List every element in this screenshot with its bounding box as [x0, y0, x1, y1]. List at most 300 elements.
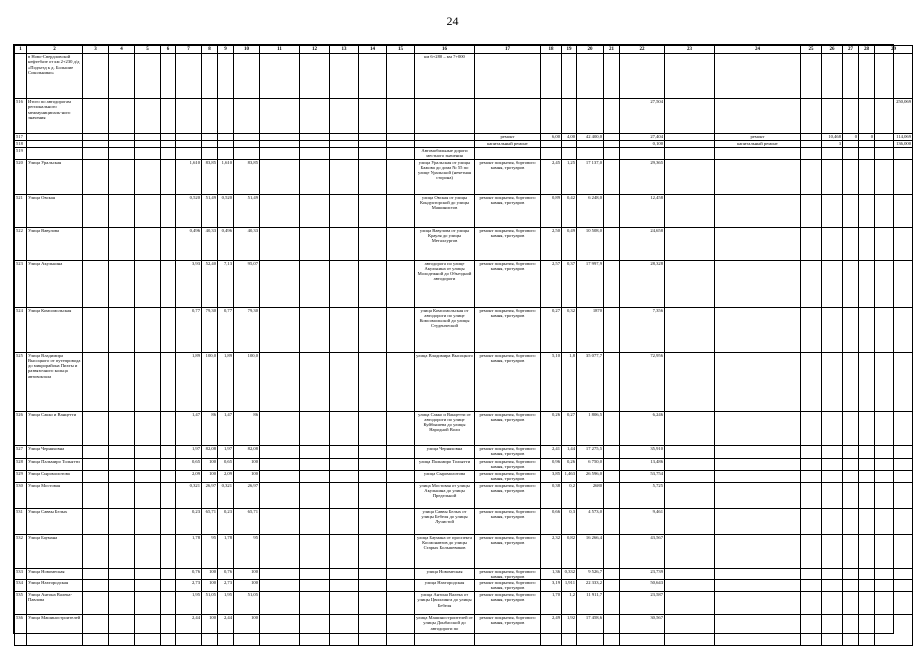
table-cell — [387, 99, 415, 134]
table-cell — [109, 534, 135, 568]
table-cell — [161, 141, 176, 148]
table-cell — [109, 54, 135, 99]
table-cell — [859, 352, 875, 411]
table-cell — [218, 99, 234, 134]
table-cell — [604, 99, 620, 134]
table-cell — [109, 615, 135, 646]
table-cell — [822, 148, 843, 160]
table-cell: 22 333,2 — [577, 580, 604, 592]
table-cell: 51,49 — [202, 194, 218, 227]
table-cell: 0,66 — [541, 508, 562, 534]
table-cell — [604, 141, 620, 148]
table-cell — [604, 592, 620, 615]
column-number-cell: 5 — [135, 46, 161, 54]
table-cell — [359, 159, 387, 194]
table-cell: 100 — [202, 458, 218, 470]
table-cell — [604, 580, 620, 592]
table-cell: 26,97 — [234, 482, 260, 508]
table-cell — [260, 159, 300, 194]
table-cell — [15, 54, 27, 99]
table-cell: улица Пальмиро Тольятти — [415, 458, 475, 470]
column-number-cell: 13 — [330, 46, 359, 54]
table-cell: 86 — [202, 411, 218, 445]
table-cell: 114,069 — [875, 134, 913, 141]
table-cell — [843, 260, 859, 307]
table-cell: 23,739 — [620, 568, 665, 580]
table-cell: улица Сыромолотова — [415, 470, 475, 482]
table-cell — [330, 445, 359, 458]
table-cell — [843, 159, 859, 194]
table-cell — [359, 508, 387, 534]
table-cell: 523 — [15, 260, 27, 307]
table-cell — [135, 352, 161, 411]
table-cell — [875, 580, 913, 592]
column-number-cell: 20 — [577, 46, 604, 54]
table-cell — [843, 307, 859, 352]
table-cell — [359, 352, 387, 411]
table-cell — [202, 141, 218, 148]
table-cell — [83, 159, 109, 194]
table-cell: 0 — [843, 134, 859, 141]
table-cell — [875, 445, 913, 458]
table-cell: 30,567 — [620, 615, 665, 646]
table-cell — [359, 99, 387, 134]
table-cell: 1,89 — [218, 352, 234, 411]
table-cell: 100 — [234, 615, 260, 646]
table-cell — [604, 411, 620, 445]
table-cell — [843, 227, 859, 260]
table-cell — [822, 307, 843, 352]
table-cell — [83, 134, 109, 141]
table-cell — [161, 134, 176, 141]
table-cell — [387, 458, 415, 470]
table-cell — [260, 148, 300, 160]
table-cell: 1,97 — [176, 445, 202, 458]
table-cell — [665, 141, 715, 148]
table-cell — [387, 482, 415, 508]
table-cell — [859, 141, 875, 148]
table-cell — [859, 54, 875, 99]
table-cell — [83, 568, 109, 580]
table-cell: 531 — [15, 508, 27, 534]
table-cell — [109, 227, 135, 260]
table-cell: 0,77 — [218, 307, 234, 352]
table-cell: 0,42 — [562, 194, 577, 227]
table-cell — [715, 568, 801, 580]
table-cell: ремонт покрытия, бортового камня, тротуаров — [475, 458, 541, 470]
table-cell — [801, 148, 822, 160]
table-cell — [387, 260, 415, 307]
table-cell: 525 — [15, 352, 27, 411]
column-number-cell: 23 — [665, 46, 715, 54]
table-cell — [801, 260, 822, 307]
table-cell — [330, 508, 359, 534]
table-cell — [822, 592, 843, 615]
table-cell: км 6+280 – км 7+000 — [415, 54, 475, 99]
table-cell: 1,78 — [218, 534, 234, 568]
table-cell: ремонт покрытия, бортового камня, тротуаров — [475, 592, 541, 615]
table-cell — [859, 580, 875, 592]
table-cell — [843, 508, 859, 534]
table-cell — [300, 470, 330, 482]
table-cell: 95 — [202, 534, 218, 568]
table-cell — [202, 134, 218, 141]
table-cell — [822, 568, 843, 580]
table-cell — [801, 580, 822, 592]
table-cell: Улица Черняховна — [27, 445, 83, 458]
table-cell — [387, 470, 415, 482]
table-cell — [620, 148, 665, 160]
table-cell: 1,97 — [218, 445, 234, 458]
table-cell: 532 — [15, 534, 27, 568]
table-cell: 1,47 — [176, 411, 202, 445]
table-cell: 26,97 — [202, 482, 218, 508]
table-cell — [859, 159, 875, 194]
table-cell: 2,09 — [176, 470, 202, 482]
table-cell: ремонт покрытия, бортового камня, тротуаров — [475, 470, 541, 482]
table-cell: 530 — [15, 482, 27, 508]
table-cell: 2,32 — [541, 534, 562, 568]
table-cell: ремонт покрытия, бортового камня, тротуаров — [475, 307, 541, 352]
table-cell: 0,332 — [562, 568, 577, 580]
table-cell — [161, 615, 176, 646]
table-cell: 1,95 — [218, 592, 234, 615]
table-cell — [875, 592, 913, 615]
table-cell — [300, 482, 330, 508]
table-cell — [801, 534, 822, 568]
table-cell — [135, 141, 161, 148]
table-cell — [859, 227, 875, 260]
table-cell: 12,458 — [620, 194, 665, 227]
table-cell — [875, 568, 913, 580]
column-number-cell: 8 — [202, 46, 218, 54]
table-cell — [135, 534, 161, 568]
column-number-cell: 12 — [300, 46, 330, 54]
table-cell — [359, 54, 387, 99]
table-cell — [387, 592, 415, 615]
table-cell — [715, 227, 801, 260]
table-cell — [801, 592, 822, 615]
table-cell — [161, 445, 176, 458]
table-row — [15, 99, 913, 134]
table-cell — [387, 134, 415, 141]
table-cell: 51,05 — [234, 592, 260, 615]
table-cell — [387, 141, 415, 148]
table-cell — [875, 194, 913, 227]
table-cell: Улица Нахтородская — [27, 580, 83, 592]
table-cell: 1 806,5 — [577, 411, 604, 445]
table-cell — [83, 54, 109, 99]
table-cell: 136,000 — [875, 141, 913, 148]
table-cell — [330, 159, 359, 194]
table-cell — [330, 307, 359, 352]
table-cell — [330, 227, 359, 260]
table-cell — [715, 307, 801, 352]
table-cell: 50,643 — [620, 580, 665, 592]
table-cell: 82,08 — [234, 445, 260, 458]
table-cell: 83,85 — [234, 159, 260, 194]
table-row — [15, 227, 913, 260]
table-row — [15, 411, 913, 445]
table-cell — [562, 99, 577, 134]
table-cell — [604, 159, 620, 194]
table-cell: ремонт покрытия, бортового камня, тротуаров — [475, 411, 541, 445]
table-cell — [300, 580, 330, 592]
table-cell: в Ново-Свердловской нефтебазе от км 2+230 д/д «Подъезд к д. Большие Сокольники» — [27, 54, 83, 99]
table-cell: 2680 — [577, 482, 604, 508]
table-cell — [801, 458, 822, 470]
table-cell — [260, 534, 300, 568]
table-cell — [260, 470, 300, 482]
table-cell — [801, 194, 822, 227]
table-cell: 0,321 — [218, 482, 234, 508]
table-cell: улица Комсомольская от автодороги по улице Комсомольской до улицы Студенческой — [415, 307, 475, 352]
table-cell — [359, 534, 387, 568]
table-row — [15, 194, 913, 227]
table-cell: 100 — [234, 580, 260, 592]
table-cell — [875, 458, 913, 470]
table-cell: 27,404 — [620, 134, 665, 141]
table-cell — [604, 194, 620, 227]
table-cell: 1,89 — [176, 352, 202, 411]
table-cell — [330, 592, 359, 615]
table-cell — [300, 568, 330, 580]
table-cell — [875, 534, 913, 568]
table-cell: 0,496 — [218, 227, 234, 260]
table-cell — [135, 54, 161, 99]
table-cell: Улица Баумана — [27, 534, 83, 568]
table-cell: 0,321 — [176, 482, 202, 508]
table-cell: 0 — [859, 134, 875, 141]
table-cell — [260, 141, 300, 148]
table-cell — [300, 260, 330, 307]
table-cell: улица Вавулова от улицы Крауля до улицы Металлургов — [415, 227, 475, 260]
table-cell — [843, 445, 859, 458]
table-cell — [665, 568, 715, 580]
table-cell: 526 — [15, 411, 27, 445]
table-cell — [234, 141, 260, 148]
table-cell — [822, 159, 843, 194]
table-cell — [109, 260, 135, 307]
table-cell — [859, 482, 875, 508]
table-cell: 26 596,0 — [577, 470, 604, 482]
table-cell — [330, 54, 359, 99]
table-cell — [330, 134, 359, 141]
table-cell — [300, 411, 330, 445]
table-cell — [822, 445, 843, 458]
table-cell — [715, 445, 801, 458]
table-cell — [161, 458, 176, 470]
table-cell — [330, 99, 359, 134]
table-cell — [359, 445, 387, 458]
table-cell: 0,37 — [562, 260, 577, 307]
road-repair-table — [14, 45, 913, 646]
table-cell: улица Владимира Высоцкого — [415, 352, 475, 411]
table-cell — [109, 134, 135, 141]
table-cell — [665, 580, 715, 592]
table-cell — [822, 99, 843, 134]
table-cell: улица Машиностроителей от улицы Донбасской до автодороги по — [415, 615, 475, 646]
table-cell — [83, 352, 109, 411]
table-cell — [715, 148, 801, 160]
table-cell: 524 — [15, 307, 27, 352]
table-cell: 0,26 — [562, 458, 577, 470]
table-cell — [359, 307, 387, 352]
table-cell — [665, 458, 715, 470]
table-cell: 6 248,0 — [577, 194, 604, 227]
table-cell — [475, 99, 541, 134]
table-cell — [109, 159, 135, 194]
table-cell: 0,2 — [562, 482, 577, 508]
table-cell: 100 — [202, 470, 218, 482]
table-cell: ремонт — [475, 134, 541, 141]
table-cell: 527 — [15, 445, 27, 458]
table-cell — [665, 227, 715, 260]
table-cell: 2,41 — [541, 445, 562, 458]
table-cell — [83, 307, 109, 352]
table-cell: 65,71 — [202, 508, 218, 534]
table-cell — [801, 54, 822, 99]
table-cell — [260, 99, 300, 134]
table-row — [15, 580, 913, 592]
table-cell: 536 — [15, 615, 27, 646]
table-cell — [330, 148, 359, 160]
table-cell — [83, 99, 109, 134]
table-cell — [260, 580, 300, 592]
table-cell — [109, 99, 135, 134]
column-number-cell: 14 — [359, 46, 387, 54]
table-cell: 17 275,5 — [577, 445, 604, 458]
table-cell — [83, 148, 109, 160]
table-cell — [330, 141, 359, 148]
table-cell — [260, 134, 300, 141]
table-cell: ремонт покрытия, бортового камня, тротуаров — [475, 445, 541, 458]
table-cell — [330, 458, 359, 470]
table-cell: улица Овская от улицы Кондукторской до улицы Машинистов — [415, 194, 475, 227]
table-row — [15, 470, 913, 482]
table-cell: 82,08 — [202, 445, 218, 458]
table-cell — [387, 411, 415, 445]
table-cell — [665, 508, 715, 534]
table-cell — [109, 470, 135, 482]
table-cell — [822, 508, 843, 534]
table-cell — [27, 141, 83, 148]
table-cell — [161, 534, 176, 568]
table-cell — [135, 159, 161, 194]
table-cell: Улица Антона Валека-Павлова — [27, 592, 83, 615]
table-cell: 13,486 — [620, 458, 665, 470]
table-cell: 522 — [15, 227, 27, 260]
table-cell: 0,77 — [176, 307, 202, 352]
table-cell: 100,0 — [234, 352, 260, 411]
table-cell — [135, 615, 161, 646]
table-cell — [359, 615, 387, 646]
table-cell: 2,45 — [541, 159, 562, 194]
table-cell: Улица Уральская — [27, 159, 83, 194]
table-cell — [135, 470, 161, 482]
table-cell — [822, 458, 843, 470]
column-number-cell: 28 — [859, 46, 875, 54]
table-row — [15, 352, 913, 411]
table-cell — [604, 470, 620, 482]
column-number-cell: 16 — [415, 46, 475, 54]
table-cell — [562, 148, 577, 160]
table-cell: 79,30 — [202, 307, 218, 352]
table-cell: 11 911,7 — [577, 592, 604, 615]
table-cell — [260, 458, 300, 470]
table-cell — [135, 445, 161, 458]
table-cell — [875, 352, 913, 411]
table-cell: Улица Вавулова — [27, 227, 83, 260]
table-cell — [387, 568, 415, 580]
table-cell: 52,40 — [202, 260, 218, 307]
table-cell — [135, 411, 161, 445]
table-cell — [604, 445, 620, 458]
table-cell — [715, 352, 801, 411]
column-number-cell: 24 — [715, 46, 801, 54]
table-cell — [330, 568, 359, 580]
table-cell — [359, 148, 387, 160]
column-number-cell: 9 — [218, 46, 234, 54]
table-cell — [260, 352, 300, 411]
table-cell — [604, 352, 620, 411]
table-cell — [541, 54, 562, 99]
table-cell — [109, 568, 135, 580]
table-cell: 53,754 — [620, 470, 665, 482]
table-cell — [161, 148, 176, 160]
table-cell — [715, 54, 801, 99]
table-cell — [604, 534, 620, 568]
table-cell — [202, 148, 218, 160]
table-cell — [875, 482, 913, 508]
table-cell — [604, 307, 620, 352]
table-cell — [260, 194, 300, 227]
column-number-cell: 11 — [260, 46, 300, 54]
table-cell — [875, 260, 913, 307]
table-cell: 24,658 — [620, 227, 665, 260]
table-cell — [577, 141, 604, 148]
table-cell — [135, 592, 161, 615]
table-cell — [859, 194, 875, 227]
table-cell — [260, 592, 300, 615]
table-cell — [161, 227, 176, 260]
table-cell: 35,910 — [620, 445, 665, 458]
column-number-cell: 6 — [161, 46, 176, 54]
table-cell — [135, 227, 161, 260]
table-cell — [875, 54, 913, 99]
table-cell — [859, 458, 875, 470]
column-number-cell: 10 — [234, 46, 260, 54]
table-cell — [161, 482, 176, 508]
table-cell — [822, 227, 843, 260]
table-cell — [801, 411, 822, 445]
table-cell — [604, 568, 620, 580]
table-cell — [562, 54, 577, 99]
table-cell — [260, 260, 300, 307]
table-cell — [715, 159, 801, 194]
table-cell — [715, 411, 801, 445]
table-cell — [176, 148, 202, 160]
column-number-cell: 15 — [387, 46, 415, 54]
table-cell: 2,50 — [541, 227, 562, 260]
table-cell — [665, 482, 715, 508]
table-row — [15, 159, 913, 194]
table-cell — [822, 482, 843, 508]
table-cell: 1,911 — [562, 580, 577, 592]
table-cell — [604, 482, 620, 508]
column-number-cell: 19 — [562, 46, 577, 54]
table-cell — [135, 568, 161, 580]
